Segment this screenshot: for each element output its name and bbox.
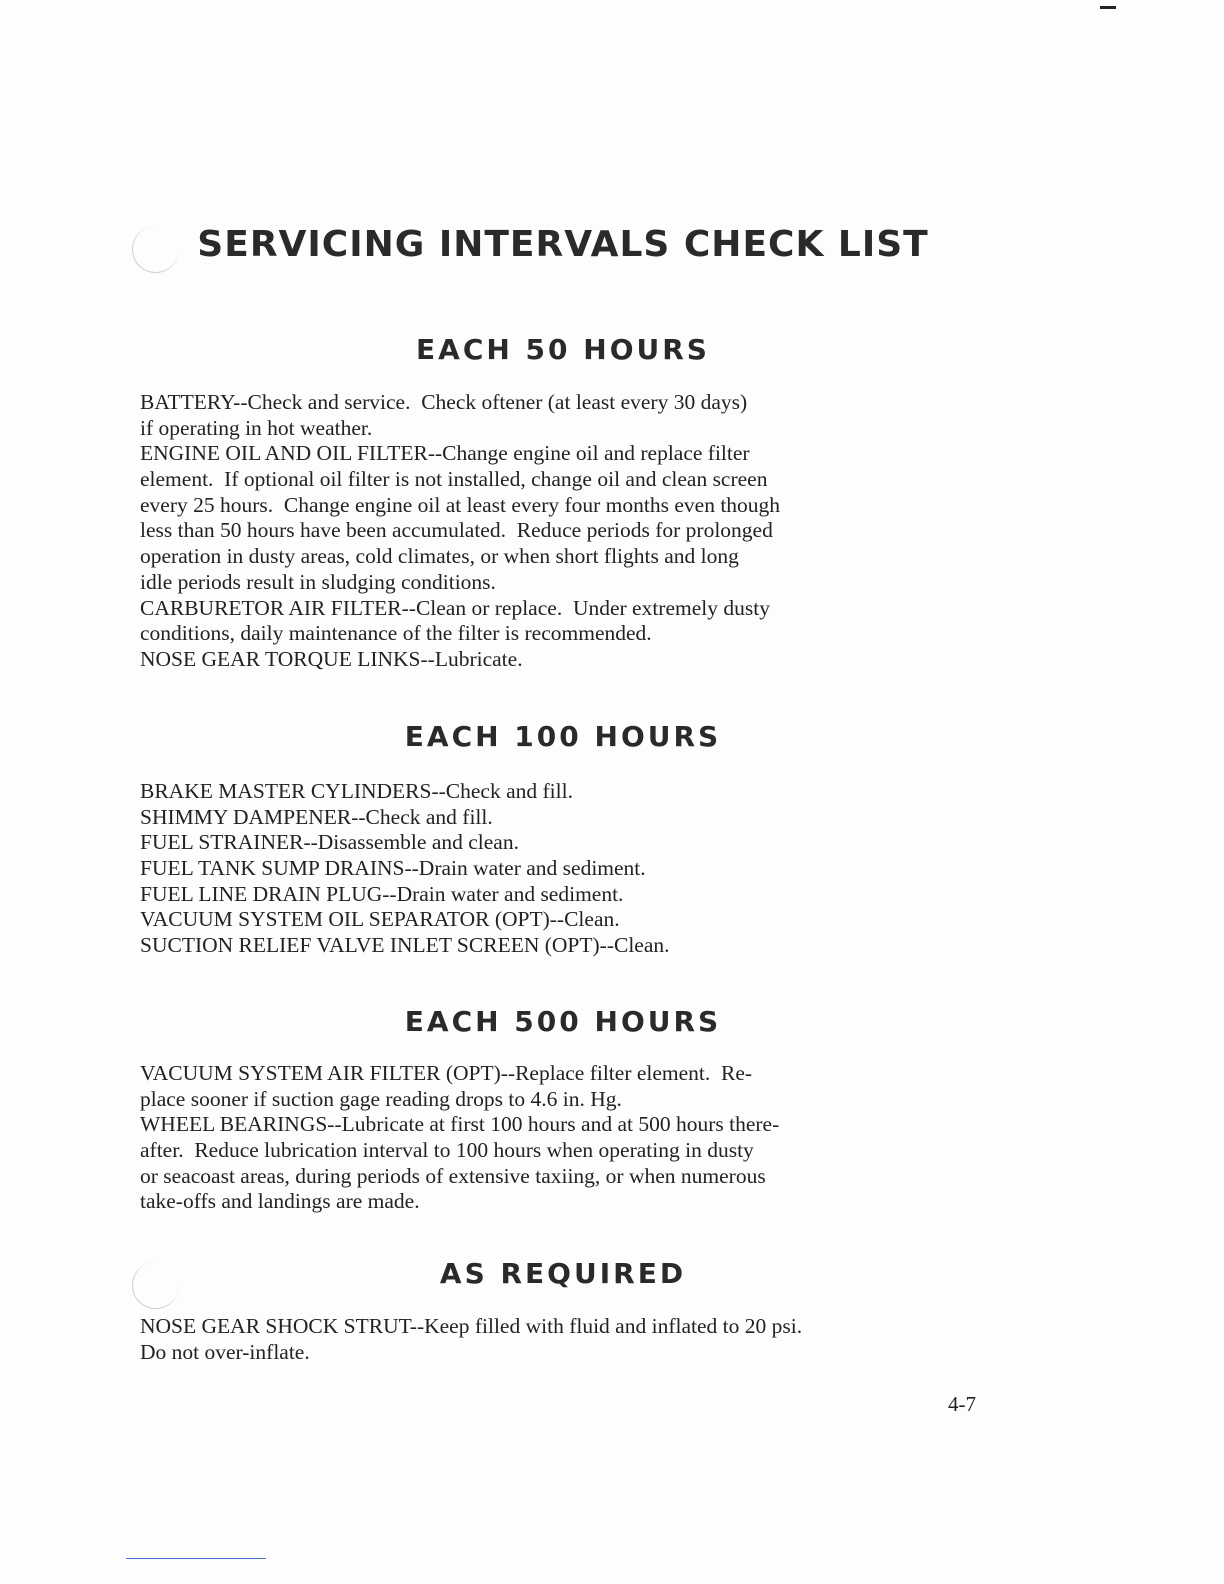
section-body-100-hours (140, 779, 1040, 959)
text-line: VACUUM SYSTEM AIR FILTER (OPT)--Replace filter element. Re- (140, 1061, 753, 1085)
text-line: idle periods result in sludging conditions. (140, 569, 496, 594)
text-line: FUEL LINE DRAIN PLUG--Drain water and sediment. (140, 881, 624, 906)
page-number: 4-7 (948, 1392, 976, 1416)
text-line: element. If optional oil filter is not installed, change oil and clean screen (140, 467, 768, 492)
text-line: NOSE GEAR TORQUE LINKS--Lubricate. (140, 646, 523, 671)
section-heading-50-hours: EACH 50 HOURS (416, 333, 710, 366)
text-line: operation in dusty areas, cold climates, or when short flights and long (140, 544, 739, 569)
text-line: if operating in hot weather. (140, 415, 373, 440)
text-line: SUCTION RELIEF VALVE INLET SCREEN (OPT)--Clean. (140, 933, 670, 958)
text-line: place sooner if suction gage reading drops to 4.6 in. Hg. (140, 1086, 622, 1111)
text-line: NOSE GEAR SHOCK STRUT--Keep filled with fluid and inflated to 20 psi. (140, 1314, 803, 1338)
text-line: conditions, daily maintenance of the filter is recommended. (140, 621, 652, 646)
section-heading-100-hours: EACH 100 HOURS (404, 720, 722, 753)
section-body-as-required (140, 1314, 1040, 1365)
text-line: BRAKE MASTER CYLINDERS--Check and fill. (140, 779, 573, 803)
section-body-500-hours (140, 1061, 1040, 1215)
text-line: take-offs and landings are made. (140, 1189, 420, 1214)
page-title: SERVICING INTERVALS CHECK LIST (197, 224, 929, 265)
corner-mark (1100, 6, 1116, 9)
section-body-50-hours (140, 390, 1040, 673)
text-line: FUEL STRAINER--Disassemble and clean. (140, 830, 519, 855)
text-line: VACUUM SYSTEM OIL SEPARATOR (OPT)--Clean. (140, 907, 620, 932)
text-line: CARBURETOR AIR FILTER--Clean or replace. Under extremely dusty (140, 595, 770, 620)
section-heading-as-required: AS REQUIRED (439, 1257, 687, 1290)
section-heading-500-hours: EACH 500 HOURS (404, 1005, 722, 1038)
text-line: BATTERY--Check and service. Check oftener (at least every 30 days) (140, 390, 748, 414)
text-line: after. Reduce lubrication interval to 100 hours when operating in dusty (140, 1138, 754, 1163)
footer-rule (126, 1558, 266, 1559)
text-line: FUEL TANK SUMP DRAINS--Drain water and sediment. (140, 856, 646, 881)
text-line: SHIMMY DAMPENER--Check and fill. (140, 804, 493, 829)
text-line: less than 50 hours have been accumulated. Reduce periods for prolonged (140, 518, 773, 543)
text-line: or seacoast areas, during periods of extensive taxiing, or when numerous (140, 1163, 766, 1188)
text-line: every 25 hours. Change engine oil at least every four months even though (140, 492, 781, 517)
text-line: WHEEL BEARINGS--Lubricate at first 100 hours and at 500 hours there- (140, 1112, 780, 1137)
text-line: ENGINE OIL AND OIL FILTER--Change engine oil and replace filter (140, 441, 750, 466)
text-line: Do not over-inflate. (140, 1339, 310, 1364)
